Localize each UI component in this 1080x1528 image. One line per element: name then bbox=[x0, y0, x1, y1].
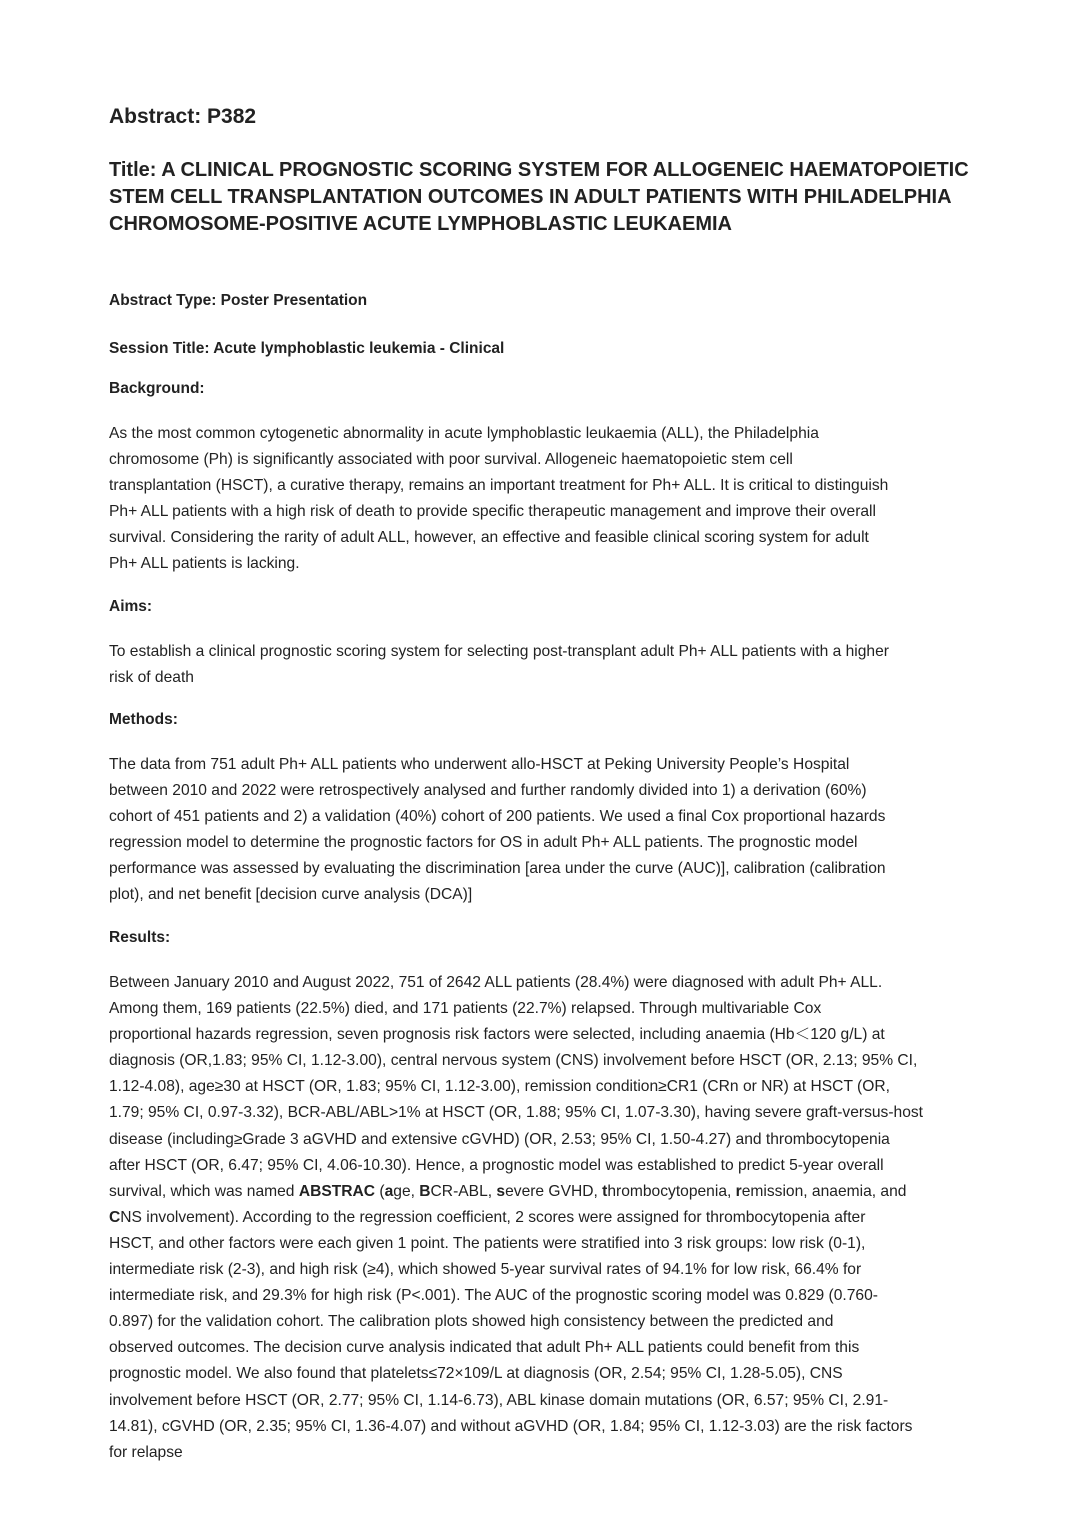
text-fragment: emission, anaemia, and bbox=[741, 1182, 907, 1200]
acronym-letter: s bbox=[496, 1182, 506, 1200]
aims-text bbox=[109, 639, 971, 691]
text-fragment: hrombocytopenia, bbox=[607, 1182, 736, 1200]
text-line: 14.81), cGVHD (OR, 2.35; 95% CI, 1.36-4.07) and without aGVHD (OR, 1.84; 95% CI, 1.12-3.03) are the risk factors bbox=[109, 1417, 913, 1435]
acronym-line bbox=[109, 1179, 971, 1205]
text-line: HSCT, and other factors were each given 1 point. The patients were stratified into 3 risk groups: low risk (0-1), bbox=[109, 1234, 866, 1252]
results-heading: Results: bbox=[109, 929, 171, 946]
methods-heading: Methods: bbox=[109, 711, 178, 728]
text-line: after HSCT (OR, 6.47; 95% CI, 4.06-10.30). Hence, a prognostic model was established to predict 5-year overall bbox=[109, 1156, 884, 1174]
methods-text bbox=[109, 752, 971, 909]
text-line: Among them, 169 patients (22.5%) died, and 171 patients (22.7%) relapsed. Through multivariable Cox bbox=[109, 1000, 822, 1018]
text-line: prognostic model. We also found that platelets≤72×109/L at diagnosis (OR, 2.54; 95% CI, 1.28-5.05), CNS bbox=[109, 1365, 843, 1383]
text-line: risk of death bbox=[109, 669, 194, 687]
acronym-letter: B bbox=[419, 1182, 431, 1200]
acronym-letter: C bbox=[109, 1208, 121, 1226]
text-fragment: ge, bbox=[393, 1182, 420, 1200]
text-line: survival. Considering the rarity of adult ALL, however, an effective and feasible clinical scoring system for adult bbox=[109, 529, 869, 547]
text-fragment: NS involvement). According to the regression coefficient, 2 scores were assigned for thrombocytopenia after bbox=[120, 1208, 866, 1226]
text-line: disease (including≥Grade 3 aGVHD and extensive cGVHD) (OR, 2.53; 95% CI, 1.50-4.27) and thrombocytopenia bbox=[109, 1130, 890, 1148]
text-line: As the most common cytogenetic abnormality in acute lymphoblastic leukaemia (ALL), the Philadelphia bbox=[109, 425, 819, 442]
aims-heading: Aims: bbox=[109, 598, 153, 615]
text-line: intermediate risk, and 29.3% for high risk (P<.001). The AUC of the prognostic scoring model was 0.829 (0.760- bbox=[109, 1287, 878, 1305]
text-line: performance was assessed by evaluating the discrimination [area under the curve (AUC)], calibration (calibration bbox=[109, 860, 886, 878]
text-fragment: ( bbox=[375, 1182, 385, 1200]
text-line: diagnosis (OR,1.83; 95% CI, 1.12-3.00), central nervous system (CNS) involvement before HSCT (OR, 2.13; 95% CI, bbox=[109, 1052, 918, 1070]
text-line: Ph+ ALL patients with a high risk of death to provide specific therapeutic management and improve their overall bbox=[109, 503, 876, 521]
text-line: regression model to determine the prognostic factors for OS in adult Ph+ ALL patients. The prognostic model bbox=[109, 834, 858, 852]
abstract-title: Title: A CLINICAL PROGNOSTIC SCORING SYSTEM FOR ALLOGENEIC HAEMATOPOIETIC STEM CELL TRANSPLANTATION OUTCOMES IN ADULT PATIENTS WITH PHILADELPHIA CHROMOSOME-POSITIVE ACUTE LYMPHOBLASTIC LEUKAEMIA bbox=[109, 159, 969, 235]
text-line: transplantation (HSCT), a curative therapy, remains an important treatment for Ph+ ALL. It is critical to distinguish bbox=[109, 477, 889, 495]
text-line: 0.897) for the validation cohort. The calibration plots showed high consistency between the predicted and bbox=[109, 1313, 834, 1331]
text-line: To establish a clinical prognostic scoring system for selecting post-transplant adult Ph+ ALL patients with a higher bbox=[109, 643, 889, 660]
acronym-letter: a bbox=[384, 1182, 394, 1200]
session-title: Session Title: Acute lymphoblastic leukemia - Clinical bbox=[109, 340, 505, 357]
text-line: observed outcomes. The decision curve analysis indicated that adult Ph+ ALL patients could benefit from this bbox=[109, 1339, 860, 1357]
text-line: chromosome (Ph) is significantly associated with poor survival. Allogeneic haematopoietic stem cell bbox=[109, 451, 793, 469]
acronym-line bbox=[109, 1205, 971, 1231]
abstract-type: Abstract Type: Poster Presentation bbox=[109, 292, 368, 309]
text-fragment: evere GVHD, bbox=[505, 1182, 603, 1200]
text-line: proportional hazards regression, seven prognosis risk factors were selected, including anaemia (Hb＜120 g/L) at bbox=[109, 1026, 885, 1044]
text-line: Ph+ ALL patients is lacking. bbox=[109, 555, 300, 573]
text-fragment: survival, which was named bbox=[109, 1182, 299, 1200]
background-text bbox=[109, 421, 971, 578]
acronym-abstrac: ABSTRAC bbox=[298, 1182, 376, 1200]
text-line: plot), and net benefit [decision curve analysis (DCA)] bbox=[109, 886, 473, 904]
text-line: 1.12-4.08), age≥30 at HSCT (OR, 1.83; 95% CI, 1.12-3.00), remission condition≥CR1 (CRn or NR) at HSCT (OR, bbox=[109, 1078, 890, 1096]
results-text bbox=[109, 970, 971, 1466]
acronym-letter: t bbox=[602, 1182, 608, 1200]
text-line: 1.79; 95% CI, 0.97-3.32), BCR-ABL/ABL>1% at HSCT (OR, 1.88; 95% CI, 1.07-3.30), having severe graft-versus-host bbox=[109, 1104, 924, 1122]
text-line: intermediate risk (2-3), and high risk (≥4), which showed 5-year survival rates of 94.1% for low risk, 66.4% for bbox=[109, 1261, 862, 1279]
text-line: for relapse bbox=[109, 1443, 183, 1461]
text-line: between 2010 and 2022 were retrospectively analysed and further randomly divided into 1) a derivation (60%) bbox=[109, 782, 867, 800]
abstract-id: Abstract: P382 bbox=[109, 105, 257, 128]
text-line: The data from 751 adult Ph+ ALL patients who underwent allo-HSCT at Peking University People’s Hospital bbox=[109, 756, 850, 773]
background-heading: Background: bbox=[109, 380, 205, 397]
acronym-letter: r bbox=[735, 1182, 742, 1200]
text-line: Between January 2010 and August 2022, 751 of 2642 ALL patients (28.4%) were diagnosed with adult Ph+ ALL. bbox=[109, 974, 883, 991]
text-fragment: CR-ABL, bbox=[430, 1182, 497, 1200]
text-line: cohort of 451 patients and 2) a validation (40%) cohort of 200 patients. We used a final Cox proportional hazards bbox=[109, 808, 886, 826]
text-line: involvement before HSCT (OR, 2.77; 95% CI, 1.14-6.73), ABL kinase domain mutations (OR, 6.57; 95% CI, 2.91- bbox=[109, 1391, 889, 1409]
